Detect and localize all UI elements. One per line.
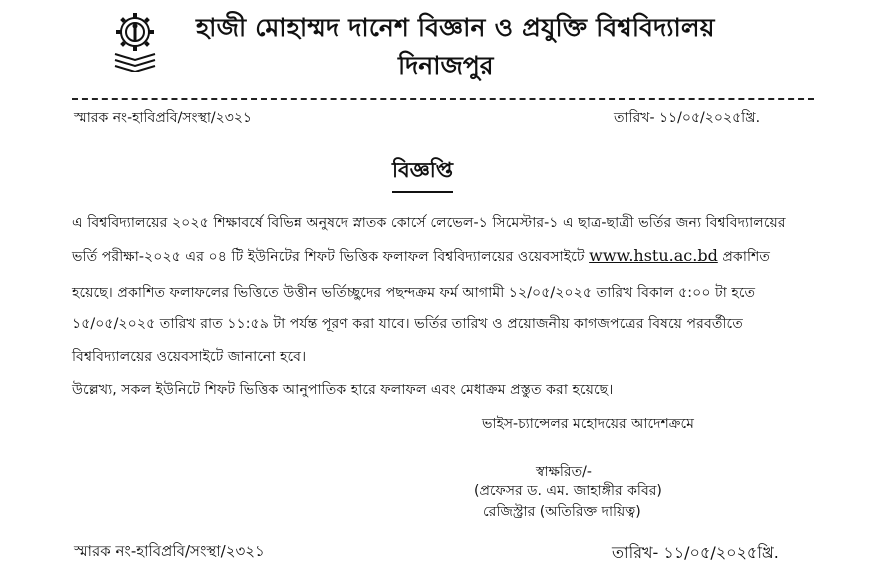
university-name: হাজী মোহাম্মদ দানেশ বিজ্ঞান ও প্রযুক্তি বিশ্ববিদ্যালয় bbox=[196, 13, 715, 42]
signatory-designation: রেজিস্ট্রার (অতিরিক্ত দায়িত্ব) bbox=[483, 504, 641, 520]
memo-date-bottom: তারিখ- ১১/০৫/২০২৫খ্রি. bbox=[612, 543, 779, 562]
website-link[interactable]: www.hstu.ac.bd bbox=[589, 246, 718, 265]
header-divider bbox=[72, 98, 814, 100]
signed-mark: স্বাক্ষরিত/- bbox=[536, 464, 592, 480]
memo-date: তারিখ- ১১/০৫/২০২৫খ্রি. bbox=[614, 110, 761, 126]
body-line-1: এ বিশ্ববিদ্যালয়ের ২০২৫ শিক্ষাবর্ষে বিভিন্ন অনুষদে স্নাতক কোর্সে লেভেল-১ সিমেস্টার-১ এ ছাত্র-ছাত্রী ভর্তির জন্য বিশ্ববিদ্যালয়ের bbox=[72, 215, 786, 231]
body-line-3: হয়েছে। প্রকাশিত ফলাফলের ভিত্তিতে উত্তীন ভর্তিচ্ছুদের পছন্দক্রম ফর্ম আগামী ১২/০৫/২০২৫ তারিখ বিকাল ৫:০০ টা হতে bbox=[72, 285, 756, 301]
body-line-4: ১৫/০৫/২০২৫ তারিখ রাত ১১:৫৯ টা পর্যন্ত পূরণ করা যাবে। ভর্তির তারিখ ও প্রয়োজনীয় কাগজপত্রের বিষয়ে পরবর্তীতে bbox=[72, 316, 743, 332]
notice-title: বিজ্ঞপ্তি bbox=[392, 154, 453, 193]
body-line-2 bbox=[72, 246, 770, 267]
signatory-name: (প্রফেসর ড. এম. জাহাঙ্গীর কবির) bbox=[474, 483, 662, 499]
order-line: ভাইস-চ্যান্সেলর মহোদয়ের আদেশক্রমে bbox=[482, 416, 694, 432]
body-line-2-end: প্রকাশিত bbox=[717, 249, 771, 265]
body-note: উল্লেখ্য, সকল ইউনিটে শিফট ভিত্তিক আনুপাতিক হারে ফলাফল এবং মেধাক্রম প্রস্তুত করা হয়েছে। bbox=[72, 382, 614, 398]
body-line-5: বিশ্ববিদ্যালয়ের ওয়েবসাইটে জানানো হবে। bbox=[72, 349, 307, 365]
university-logo bbox=[112, 10, 158, 72]
memo-number: স্মারক নং-হাবিপ্রবি/সংস্থা/২৩২১ bbox=[74, 110, 253, 126]
body-line-2-text: ভর্তি পরীক্ষা-২০২৫ এর ০৪ টি ইউনিটের শিফট ভিত্তিক ফলাফল বিশ্ববিদ্যালয়ের ওয়েবসাইটে bbox=[72, 249, 590, 265]
university-city: দিনাজপুর bbox=[398, 51, 494, 80]
memo-number-bottom: স্মারক নং-হাবিপ্রবি/সংস্থা/২৩২১ bbox=[74, 542, 265, 560]
